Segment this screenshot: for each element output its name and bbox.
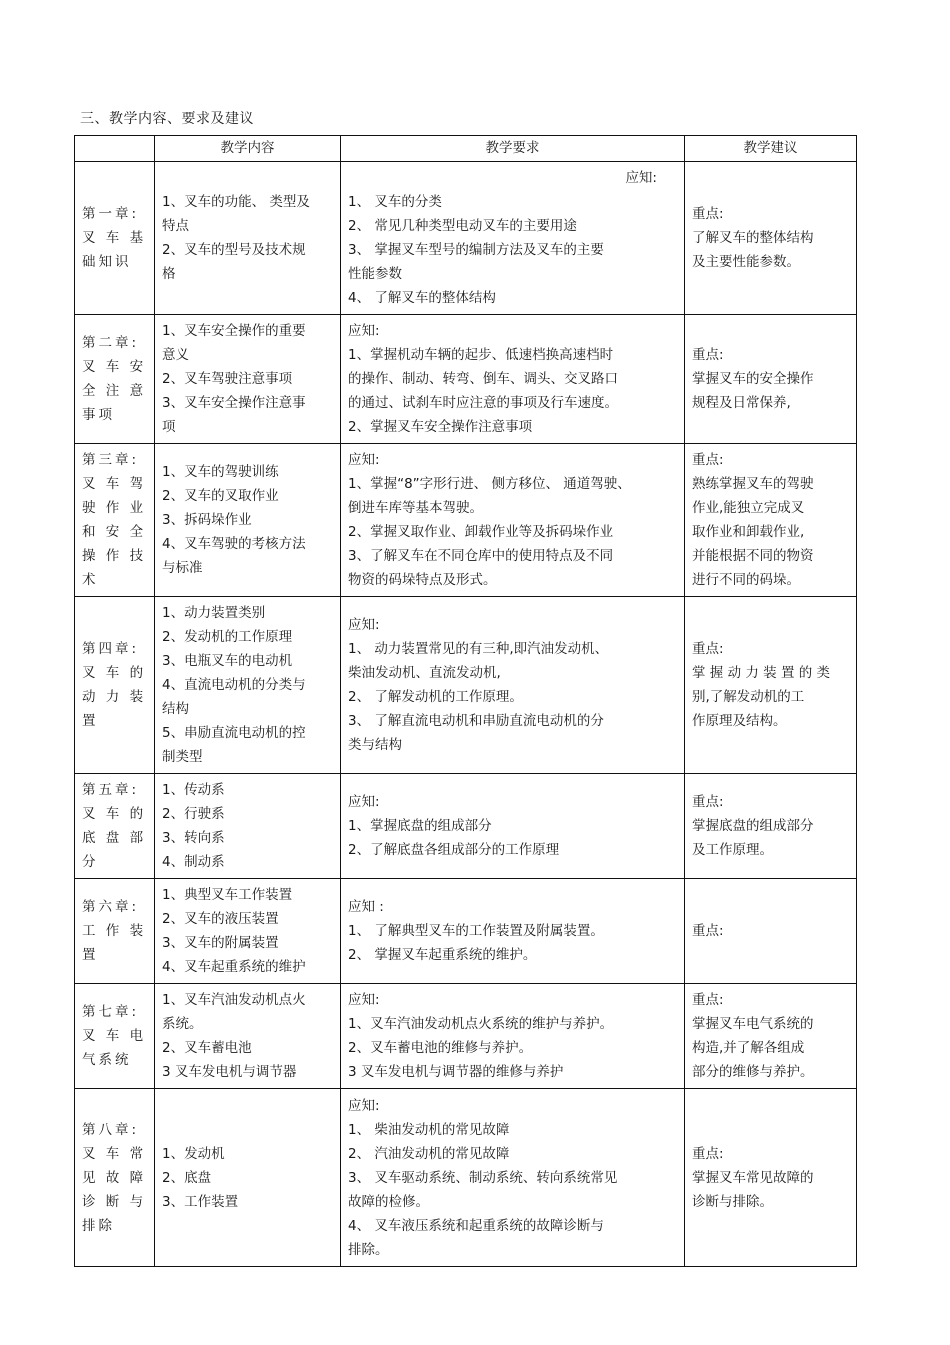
content-line: 制类型 [162,749,203,765]
chapter-line: 第八章: [82,1121,140,1138]
content-line: 1、叉车安全操作的重要 [162,323,306,339]
chapter-line: 排除 [82,1217,115,1234]
chapter-line: 置 [82,713,99,729]
suggestion-line: 进行不同的码垛。 [692,572,800,588]
content-line: 4、叉车起重系统的维护 [162,959,306,975]
chapter-row [75,315,857,444]
section-heading: 三、教学内容、要求及建议 [80,111,254,127]
requirement-line: 1、掌握“8”字形行进、 侧方移位、 通道驾驶、 [348,476,631,492]
content-line: 1、叉车的驾驶训练 [162,464,279,480]
requirement-heading: 应知: [348,617,380,633]
chapter-line: 驶 作 业 [82,500,147,516]
chapter-row [75,597,857,774]
content-cell [155,162,341,315]
requirement-line: 2、 了解发动机的工作原理。 [348,689,523,705]
suggestion-line: 重点: [692,347,724,363]
suggestion-line: 及主要性能参数。 [692,254,800,270]
requirement-cell [341,444,685,597]
chapter-line: 叉 车 安 [82,359,147,375]
chapter-line: 事项 [82,407,115,423]
content-line: 2、底盘 [162,1169,212,1186]
content-line: 2、行驶系 [162,806,225,822]
chapter-cell [75,1089,155,1267]
content-line: 2、叉车的叉取作业 [162,488,279,504]
requirement-line: 1、掌握底盘的组成部分 [348,818,492,834]
requirement-heading: 应知 : [348,899,384,915]
suggestion-line: 重点: [692,1145,724,1162]
requirement-line: 柴油发动机、直流发动机, [348,665,501,681]
suggestion-line: 并能根据不同的物资 [692,548,814,564]
content-line: 1、叉车的功能、 类型及 [162,194,310,210]
chapter-line: 第四章: [82,641,140,657]
chapter-cell [75,597,155,774]
requirement-line: 倒进车库等基本驾驶。 [348,500,483,516]
chapter-line: 动 力 装 [82,689,147,705]
requirement-line: 4、 叉车液压系统和起重系统的故障诊断与 [348,1217,604,1234]
content-line: 5、串励直流电动机的控 [162,725,306,741]
requirement-heading: 应知: [348,323,380,339]
chapter-cell [75,315,155,444]
content-line: 1、叉车汽油发动机点火 [162,992,306,1008]
content-cell [155,315,341,444]
chapter-line: 见 故 障 [82,1169,147,1186]
content-line: 3、叉车安全操作注意事 [162,395,306,411]
suggestion-line: 掌握叉车电气系统的 [692,1016,814,1032]
requirement-heading: 应知: [348,992,380,1008]
requirement-line: 物资的码垛特点及形式。 [348,572,497,588]
content-cell [155,1089,341,1267]
chapter-row [75,1089,857,1267]
suggestion-line: 构造,并了解各组成 [692,1040,805,1056]
content-line: 4、制动系 [162,854,225,870]
content-line: 2、叉车蓄电池 [162,1040,252,1056]
chapter-cell [75,984,155,1089]
header-suggestion: 教学建议 [685,136,857,162]
chapter-cell [75,162,155,315]
chapter-line: 工 作 装 [82,923,147,939]
requirement-line: 类与结构 [348,737,402,753]
content-line: 1、典型叉车工作装置 [162,887,293,903]
chapter-line: 础知识 [82,254,132,270]
requirement-line: 的通过、试刹车时应注意的事项及行车速度。 [348,395,618,411]
content-line: 3、叉车的附属装置 [162,935,279,951]
content-line: 结构 [162,701,189,717]
chapter-line: 和 安 全 [82,524,147,540]
suggestion-line: 作原理及结构。 [692,713,787,729]
chapter-line: 第六章: [82,899,140,915]
content-line: 与标准 [162,560,203,576]
requirement-cell [341,984,685,1089]
chapter-line: 第七章: [82,1004,140,1020]
requirement-cell [341,879,685,984]
chapter-line: 气系统 [82,1052,132,1068]
requirement-cell [341,315,685,444]
content-cell [155,984,341,1089]
requirement-line: 的操作、制动、转弯、倒车、调头、交叉路口 [348,371,618,387]
suggestion-line: 熟练掌握叉车的驾驶 [692,476,814,492]
chapter-line: 第三章: [82,452,140,468]
suggestion-line: 掌 握 动 力 装 置 的 类 [692,665,831,681]
content-line: 1、发动机 [162,1145,225,1162]
requirement-line: 1、 了解典型叉车的工作装置及附属装置。 [348,923,604,939]
requirement-line: 2、叉车蓄电池的维修与养护。 [348,1040,533,1056]
suggestion-line: 规程及日常保养, [692,395,791,411]
requirement-heading: 应知: [625,170,657,186]
requirement-line: 2、了解底盘各组成部分的工作原理 [348,842,560,858]
suggestion-cell [685,315,857,444]
content-line: 3、转向系 [162,830,225,846]
content-line: 3 叉车发电机与调节器 [162,1064,297,1080]
suggestion-line: 重点: [692,452,724,468]
chapter-cell [75,774,155,879]
suggestion-cell [685,597,857,774]
chapter-line: 操 作 技 [82,548,147,564]
content-line: 3、拆码垛作业 [162,512,252,528]
suggestion-cell [685,1089,857,1267]
content-line: 4、直流电动机的分类与 [162,677,306,693]
chapter-line: 底 盘 部 [82,830,147,846]
chapter-line: 第一章: [82,206,140,222]
suggestion-line: 重点: [692,794,724,810]
suggestion-line: 重点: [692,206,724,222]
chapter-line: 全 注 意 [82,383,147,399]
requirement-line: 排除。 [348,1241,389,1258]
content-line: 3、电瓶叉车的电动机 [162,653,293,669]
suggestion-cell [685,984,857,1089]
content-line: 意义 [162,347,189,363]
chapter-line: 诊 断 与 [82,1193,147,1210]
content-cell [155,444,341,597]
content-line: 特点 [162,218,189,234]
suggestion-cell [685,444,857,597]
requirement-line: 4、 了解叉车的整体结构 [348,290,496,306]
suggestion-line: 作业,能独立完成叉 [692,500,805,516]
requirement-line: 2、 常见几种类型电动叉车的主要用途 [348,218,577,234]
suggestion-line: 掌握叉车的安全操作 [692,371,814,387]
chapter-line: 叉 车 电 [82,1028,147,1044]
requirement-line: 2、掌握叉车安全操作注意事项 [348,419,533,435]
suggestion-line: 掌握叉车常见故障的 [692,1169,814,1186]
requirement-line: 2、掌握叉取作业、卸载作业等及拆码垛作业 [348,524,614,540]
requirement-line: 3、 叉车驱动系统、制动系统、转向系统常见 [348,1169,618,1186]
content-line: 1、传动系 [162,782,225,798]
suggestion-cell [685,774,857,879]
header-chapter [75,136,155,162]
chapter-cell [75,879,155,984]
suggestion-line: 取作业和卸载作业, [692,524,805,540]
syllabus-table [74,135,857,1267]
suggestion-line: 重点: [692,923,724,939]
chapter-line: 叉 车 基 [82,230,147,246]
requirement-line: 3、 掌握叉车型号的编制方法及叉车的主要 [348,242,604,258]
requirement-cell [341,597,685,774]
content-cell [155,597,341,774]
chapter-line: 分 [82,854,99,870]
requirement-line: 性能参数 [348,266,402,282]
header-requirement: 教学要求 [341,136,685,162]
content-cell [155,879,341,984]
chapter-row [75,162,857,315]
suggestion-line: 部分的维修与养护。 [692,1064,814,1080]
content-line: 2、发动机的工作原理 [162,629,293,645]
chapter-row [75,444,857,597]
content-line: 1、动力装置类别 [162,605,266,621]
chapter-line: 叉 车 常 [82,1145,147,1162]
requirement-line: 3 叉车发电机与调节器的维修与养护 [348,1064,564,1080]
requirement-line: 故障的检修。 [348,1193,429,1210]
chapter-line: 叉 车 的 [82,806,147,822]
content-line: 4、叉车驾驶的考核方法 [162,536,306,552]
requirement-line: 1、 动力装置常见的有三种,即汽油发动机、 [348,641,609,657]
requirement-heading: 应知: [348,452,380,468]
suggestion-line: 重点: [692,641,724,657]
requirement-cell [341,774,685,879]
content-line: 格 [162,266,176,282]
requirement-line: 2、 掌握叉车起重系统的维护。 [348,947,537,963]
suggestion-line: 别,了解发动机的工 [692,689,805,705]
chapter-row [75,879,857,984]
chapter-cell [75,444,155,597]
suggestion-line: 及工作原理。 [692,842,773,858]
suggestion-cell [685,162,857,315]
chapter-row [75,774,857,879]
requirement-line: 1、掌握机动车辆的起步、低速档换高速档时 [348,347,614,363]
content-line: 2、叉车的型号及技术规 [162,242,306,258]
suggestion-line: 诊断与排除。 [692,1193,773,1210]
header-row [75,136,857,162]
requirement-line: 2、 汽油发动机的常见故障 [348,1145,510,1162]
chapter-line: 叉 车 的 [82,665,147,681]
chapter-line: 叉 车 驾 [82,476,147,492]
chapter-line: 术 [82,572,99,588]
content-line: 2、叉车的液压装置 [162,911,279,927]
content-line: 项 [162,419,176,435]
chapter-line: 置 [82,947,99,963]
requirement-cell [341,162,685,315]
requirement-heading: 应知: [348,794,380,810]
content-line: 2、叉车驾驶注意事项 [162,371,293,387]
content-line: 3、工作装置 [162,1193,239,1210]
requirement-cell [341,1089,685,1267]
requirement-heading: 应知: [348,1097,380,1114]
chapter-line: 第五章: [82,782,140,798]
suggestion-line: 重点: [692,992,724,1008]
suggestion-line: 掌握底盘的组成部分 [692,818,814,834]
requirement-line: 1、叉车汽油发动机点火系统的维护与养护。 [348,1016,614,1032]
requirement-line: 1、 叉车的分类 [348,194,442,210]
content-cell [155,774,341,879]
chapter-line: 第二章: [82,335,140,351]
chapter-row [75,984,857,1089]
requirement-line: 1、 柴油发动机的常见故障 [348,1121,510,1138]
suggestion-line: 了解叉车的整体结构 [692,230,814,246]
suggestion-cell [685,879,857,984]
requirement-line: 3、了解叉车在不同仓库中的使用特点及不同 [348,548,614,564]
header-content: 教学内容 [155,136,341,162]
requirement-line: 3、 了解直流电动机和串励直流电动机的分 [348,713,604,729]
content-line: 系统。 [162,1016,203,1032]
